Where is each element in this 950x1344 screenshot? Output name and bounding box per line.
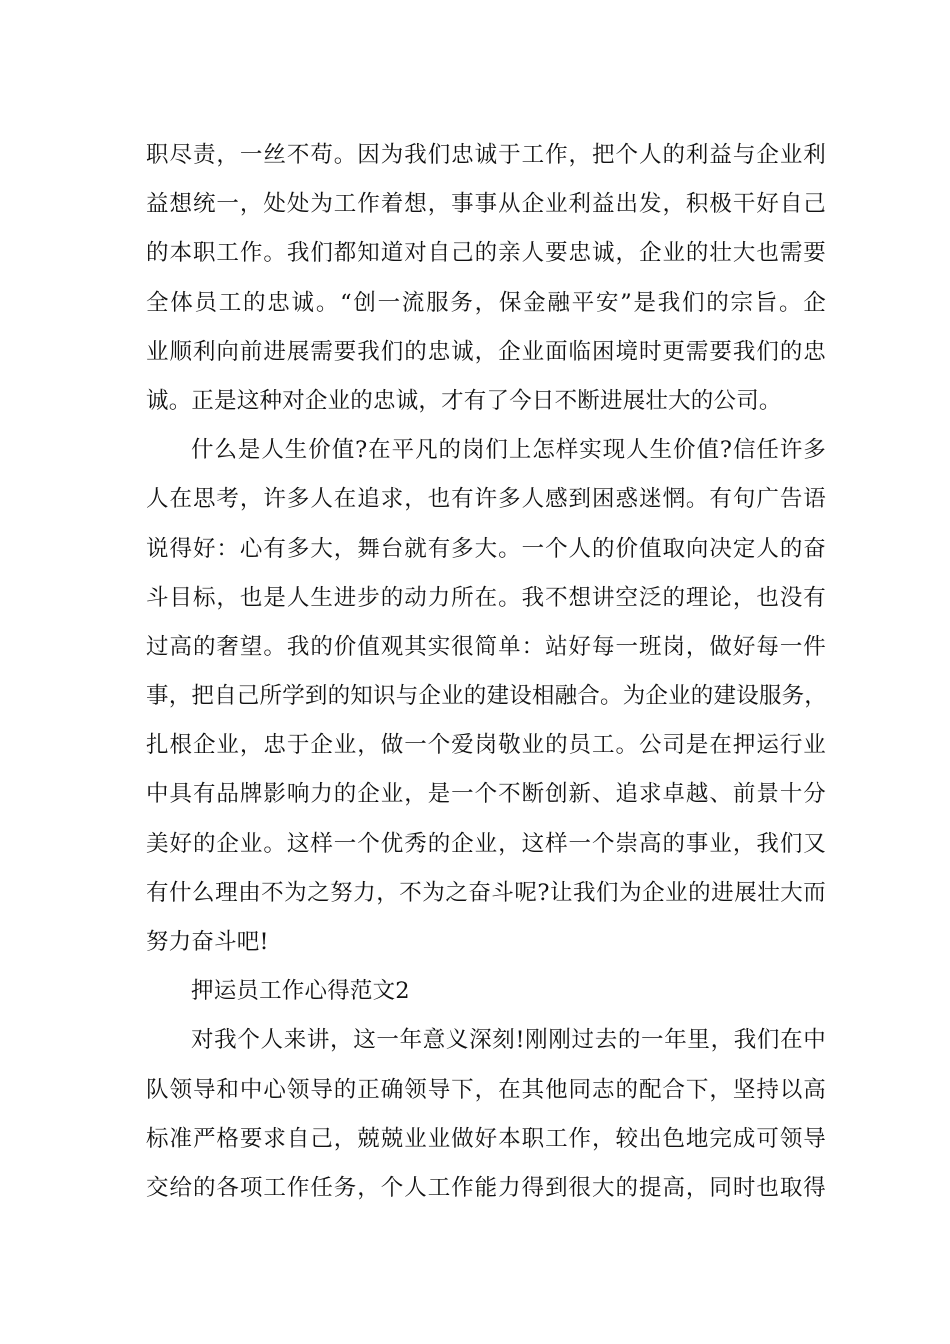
text-line: 交给的各项工作任务，个人工作能力得到很大的提高，同时也取得	[146, 1174, 826, 1201]
text-line: 队领导和中心领导的正确领导下，在其他同志的配合下，坚持以高	[146, 1076, 826, 1103]
text-line: 努力奋斗吧!	[146, 929, 269, 955]
paragraph-loyalty-conclusion	[146, 131, 826, 426]
section-heading	[146, 967, 826, 1016]
text-line: 诚。正是这种对企业的忠诚，才有了今日不断进展壮大的公司。	[146, 387, 782, 414]
text-line: 标准严格要求自己，兢兢业业做好本职工作，较出色地完成可领导	[146, 1125, 826, 1152]
text-line: 斗目标，也是人生进步的动力所在。我不想讲空泛的理论，也没有	[146, 584, 826, 611]
paragraph-life-value	[146, 426, 826, 967]
text-line: 业顺利向前进展需要我们的忠诚，企业面临困境时更需要我们的忠	[146, 338, 826, 365]
text-line: 中具有品牌影响力的企业，是一个不断创新、追求卓越、前景十分	[146, 781, 826, 808]
text-line: 说得好：心有多大，舞台就有多大。一个人的价值取向决定人的奋	[146, 535, 826, 562]
text-line: 什么是人生价值?在平凡的岗们上怎样实现人生价值?信任许多	[191, 437, 826, 464]
heading-text: 押运员工作心得范文2	[191, 978, 410, 1005]
text-line: 的本职工作。我们都知道对自己的亲人要忠诚，企业的壮大也需要	[146, 240, 826, 267]
paragraph-annual-summary	[146, 1016, 826, 1213]
text-line: 过高的奢望。我的价值观其实很简单：站好每一班岗，做好每一件	[146, 633, 826, 660]
text-line: 职尽责，一丝不苟。因为我们忠诚于工作，把个人的利益与企业利	[146, 142, 826, 168]
text-line: 美好的企业。这样一个优秀的企业，这样一个崇高的事业，我们又	[146, 830, 826, 857]
text-line: 人在思考，许多人在追求，也有许多人感到困惑迷惘。有句广告语	[146, 486, 826, 513]
text-line: 有什么理由不为之努力，不为之奋斗呢?让我们为企业的进展壮大而	[146, 879, 826, 906]
text-line: 全体员工的忠诚。“创一流服务，保金融平安”是我们的宗旨。企	[146, 289, 826, 316]
text-line: 事，把自己所学到的知识与企业的建设相融合。为企业的建设服务，	[146, 683, 828, 710]
text-line: 扎根企业，忠于企业，做一个爱岗敬业的员工。公司是在押运行业	[146, 732, 826, 759]
text-line: 益想统一，处处为工作着想，事事从企业利益出发，积极干好自己	[146, 191, 826, 218]
text-line: 对我个人来讲，这一年意义深刻!刚刚过去的一年里，我们在中	[191, 1027, 826, 1054]
document-body	[146, 131, 826, 1213]
